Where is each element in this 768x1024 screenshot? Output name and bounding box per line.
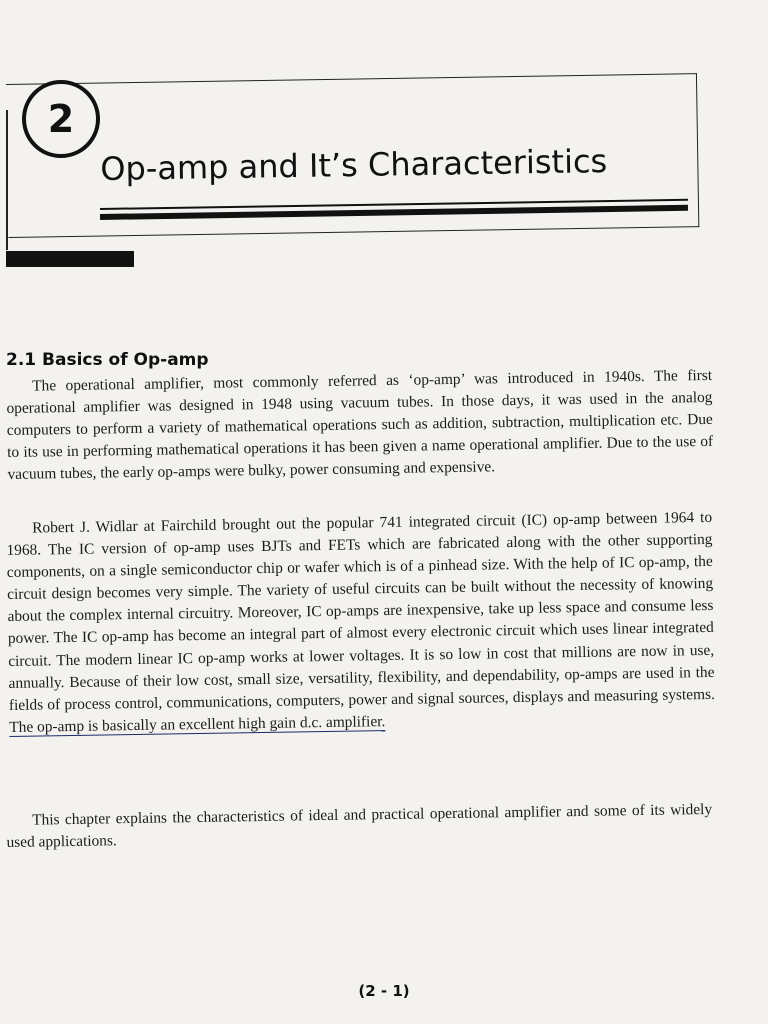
highlighted-sentence: The op-amp is basically an excellent high gain d.c. amplifier. bbox=[9, 712, 386, 736]
paragraph-1 bbox=[6, 365, 714, 487]
chapter-title: Op-amp and It’s Characteristics bbox=[100, 142, 608, 188]
page-number: (2 - 1) bbox=[358, 982, 410, 1000]
paragraph-2-body: Robert J. Widlar at Fairchild brought out the popular 741 integrated circuit (IC) op-amp between 1964 to 1968. The IC version of op-amp uses BJTs and FETs which are fabricated along with the other supporting components, on a single semiconductor chip or wafer which is of a pinhead size. With the help of IC op-amp, the circuit design becomes very simple. The variety of useful circuits can be built without the necessity of knowing about the complex internal circuitry. Moreover, IC op-amps are inexpensive, take up less space and consume less power. The IC op-amp has become an integral part of almost every electronic circuit which uses linear integrated circuit. The modern linear IC op-amp works at lower voltages. It is so low in cost that millions are now in use, annually. Because of their low cost, small size, versatility, flexibility, and dependability, op-amps are used in the fields of process control, communications, computers, power and signal sources, displays and measuring systems. bbox=[6, 508, 715, 714]
chapter-banner-left-edge bbox=[6, 110, 8, 250]
banner-black-tab bbox=[6, 251, 134, 267]
paragraph-2-text bbox=[6, 507, 715, 739]
paragraph-1-text: The operational amplifier, most commonly referred as ‘op-amp’ was introduced in 1940s. The first operational amplifier was designed in 1948 using vacuum tubes. In those days, it was used in the analog computers to perform a variety of mathematical operations such as addition, subtraction, multiplication etc. Due to its use in performing mathematical operations it has been given a name operational amplifier. Due to the use of vacuum tubes, the early op-amps were bulky, power consuming and expensive. bbox=[6, 366, 714, 484]
chapter-number-badge bbox=[22, 80, 100, 158]
section-heading: 2.1 Basics of Op-amp bbox=[6, 350, 209, 370]
chapter-number: 2 bbox=[47, 97, 75, 141]
paragraph-3-text: This chapter explains the characteristics of ideal and practical operational amplifier and some of its widely used applications. bbox=[6, 800, 713, 852]
paragraph-2 bbox=[6, 507, 715, 739]
paragraph-3 bbox=[6, 799, 713, 854]
